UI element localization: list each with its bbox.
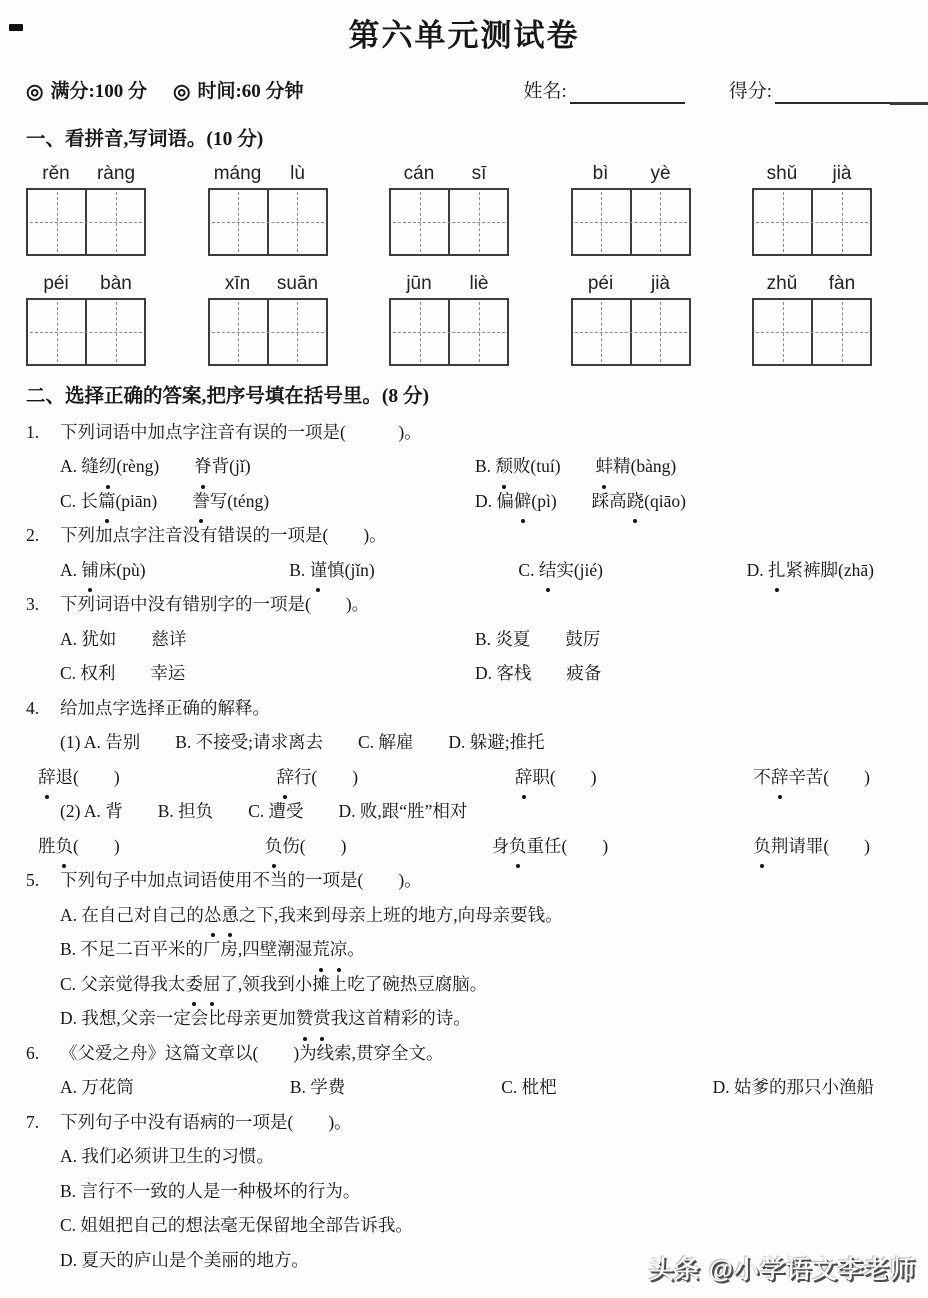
- option-c: C. 姐姐把自己的想法毫无保留地全部告诉我。: [60, 1215, 413, 1235]
- answer-blank[interactable]: 辞行( ): [276, 760, 358, 795]
- writing-cell[interactable]: [448, 190, 507, 254]
- paper-title: 第六单元测试卷: [348, 18, 580, 53]
- pinyin-syllable: ràng: [96, 163, 136, 184]
- option-d: D. 夏天的庐山是个美丽的地方。: [60, 1249, 309, 1270]
- writing-box[interactable]: [752, 298, 872, 366]
- emphasized-char: 僻: [514, 484, 532, 519]
- pinyin-row-1: [26, 162, 872, 256]
- double-circle-icon: ◎: [173, 81, 191, 103]
- question-7-stem: [26, 1105, 900, 1140]
- pinyin-syllable: jūn: [406, 273, 432, 294]
- writing-cell[interactable]: [210, 300, 267, 364]
- emphasized-char: 铺: [81, 553, 99, 588]
- emphasized-char: 蚌: [596, 449, 614, 484]
- question-1-options: [26, 449, 900, 518]
- pinyin-word-group: [26, 162, 146, 256]
- answer-blank[interactable]: 负荆请罪( ): [753, 829, 870, 864]
- writing-cell[interactable]: [28, 300, 85, 364]
- emphasized-char: 负: [753, 829, 771, 864]
- emphasized-char: 辞: [38, 760, 56, 795]
- option-b: B. 颓败(tuí) 蚌精(bàng): [475, 449, 900, 484]
- emphasized-char: 辞: [771, 760, 789, 795]
- paper-meta-row: [26, 80, 890, 104]
- emphasized-char: 纫: [99, 449, 117, 484]
- writing-box[interactable]: [571, 298, 691, 366]
- question-2: [26, 518, 900, 587]
- pinyin-labels: [571, 272, 691, 295]
- writing-cell[interactable]: [811, 300, 870, 364]
- emphasized-char: 跷: [627, 484, 645, 519]
- option-a: A. 我们必须讲卫生的习惯。: [60, 1146, 274, 1166]
- writing-cell[interactable]: [448, 300, 507, 364]
- writing-box[interactable]: [571, 188, 691, 256]
- stem-text: 下列句子中加点词语使用不当的一项是( )。: [60, 870, 422, 890]
- time-item: [173, 80, 304, 104]
- section2-heading: 二、选择正确的答案,把序号填在括号里。(8 分): [26, 386, 429, 407]
- full-score-label: 满分:100 分: [50, 81, 148, 102]
- writing-box[interactable]: [26, 298, 146, 366]
- pinyin-syllable: péi: [43, 273, 69, 294]
- option-d: D. 扎紧裤脚(zhā): [747, 553, 874, 588]
- answer-blank[interactable]: 胜负( ): [38, 829, 120, 864]
- pinyin-syllable: jià: [832, 163, 852, 184]
- full-score-item: [26, 80, 147, 104]
- option-b: B. 言行不一致的人是一种极坏的行为。: [60, 1180, 361, 1201]
- double-circle-icon: ◎: [26, 81, 44, 103]
- emphasized-char: 赏: [313, 1001, 331, 1036]
- score-label: 得分:: [728, 81, 772, 102]
- option-b: B. 不足二百平米的厂房,四壁潮湿荒凉。: [26, 932, 900, 967]
- pinyin-labels: [389, 272, 509, 295]
- writing-cell[interactable]: [210, 190, 267, 254]
- writing-cell[interactable]: [391, 190, 448, 254]
- emphasized-char: 负: [56, 829, 74, 864]
- question-4-stem: [26, 691, 900, 726]
- question-6: [26, 1036, 900, 1105]
- question-number: 3.: [26, 594, 40, 614]
- pinyin-word-group: [208, 272, 328, 366]
- name-blank-line[interactable]: [570, 90, 685, 104]
- pinyin-syllable: shǔ: [766, 163, 798, 184]
- emphasized-char: 篇: [98, 484, 116, 519]
- emphasized-char: 辞: [515, 760, 533, 795]
- writing-cell[interactable]: [630, 190, 689, 254]
- question-3: [26, 587, 900, 691]
- writing-box[interactable]: [208, 188, 328, 256]
- option-a: A. 万花筒: [60, 1077, 134, 1097]
- writing-box[interactable]: [389, 188, 509, 256]
- pinyin-syllable: xīn: [224, 273, 251, 294]
- question-3-options: [26, 622, 900, 691]
- writing-cell[interactable]: [85, 190, 144, 254]
- pinyin-syllable: jià: [650, 273, 670, 294]
- option-c: C. 权利 幸运: [60, 663, 186, 683]
- writing-cell[interactable]: [811, 190, 870, 254]
- pinyin-syllable: bì: [592, 163, 609, 184]
- emphasized-char: 颓: [495, 449, 513, 484]
- emphasized-char: 负: [509, 829, 527, 864]
- toutiao-watermark: 头条 @小学语文李老师: [648, 1256, 916, 1284]
- stem-text: 下列句子中没有语病的一项是( )。: [60, 1111, 352, 1132]
- stem-text: 给加点字选择正确的解释。: [60, 697, 270, 718]
- option-c: C. 枇杷: [501, 1077, 557, 1097]
- question-number: 5.: [26, 870, 40, 890]
- pinyin-syllable: zhǔ: [766, 273, 798, 294]
- pinyin-word-group: [389, 272, 509, 366]
- pinyin-row-2: [26, 272, 872, 366]
- pinyin-labels: [208, 272, 328, 295]
- pinyin-word-group: [752, 162, 872, 256]
- question-6-options: [26, 1070, 900, 1105]
- pinyin-word-group: [26, 272, 146, 366]
- emphasized-char: 恿: [221, 898, 239, 933]
- stem-text: 下列词语中加点字注音有误的一项是( )。: [60, 421, 422, 442]
- pinyin-syllable: máng: [213, 163, 262, 184]
- question-number: 2.: [26, 525, 40, 545]
- emphasized-char: 委: [185, 967, 203, 1002]
- writing-cell[interactable]: [573, 190, 630, 254]
- pinyin-word-group: [389, 162, 509, 256]
- emphasized-char: 辞: [276, 760, 294, 795]
- writing-box[interactable]: [208, 298, 328, 366]
- writing-cell[interactable]: [630, 300, 689, 364]
- emphasized-char: 荒: [312, 932, 330, 967]
- name-field: [523, 80, 684, 104]
- pinyin-labels: [26, 162, 146, 185]
- score-field: [729, 80, 890, 104]
- answer-blank[interactable]: 辞退( ): [38, 760, 120, 795]
- writing-cell[interactable]: [267, 190, 326, 254]
- question-5: [26, 863, 900, 1036]
- question-2-stem: [26, 518, 900, 553]
- question-number: 1.: [26, 421, 40, 442]
- question-1-stem: [26, 415, 900, 450]
- option-d: D. 偏僻(pì) 踩高跷(qiāo): [475, 484, 900, 519]
- question-2-options: [26, 553, 900, 588]
- pinyin-word-group: [752, 272, 872, 366]
- writing-cell[interactable]: [391, 300, 448, 364]
- option-c: C. 长篇(piān) 誊写(téng): [60, 484, 475, 519]
- pinyin-syllable: fàn: [828, 273, 856, 294]
- section2: [26, 380, 900, 1277]
- pinyin-word-group: [208, 162, 328, 256]
- stem-text: 《父爱之舟》这篇文章以( )为线索,贯穿全文。: [60, 1042, 444, 1063]
- pinyin-syllable: péi: [587, 273, 614, 294]
- emphasized-char: 凉: [330, 932, 348, 967]
- emphasized-char: 负: [265, 829, 283, 864]
- option-d: D. 客栈 疲备: [475, 663, 602, 683]
- question-4-part1-blanks: [26, 760, 900, 795]
- writing-box[interactable]: [752, 188, 872, 256]
- question-4: [26, 691, 900, 864]
- pinyin-syllable: suān: [276, 273, 319, 294]
- answer-blank[interactable]: 身负重任( ): [492, 829, 609, 864]
- pinyin-labels: [571, 162, 691, 185]
- pinyin-labels: [752, 162, 872, 185]
- question-number: 4.: [26, 697, 40, 718]
- stem-text: 下列词语中没有错别字的一项是( )。: [60, 594, 370, 614]
- option-a: A. 缝纫(rèng) 脊背(jǐ): [60, 449, 475, 484]
- option-b: B. 炎夏 鼓厉: [475, 628, 601, 649]
- question-4-part2-blanks: [26, 829, 900, 864]
- pinyin-labels: [26, 272, 146, 295]
- answer-blank[interactable]: 负伤( ): [265, 829, 347, 864]
- emphasized-char: 结: [539, 553, 557, 588]
- question-1: [26, 415, 900, 519]
- emphasized-char: 赞: [296, 1001, 314, 1036]
- pinyin-syllable: sī: [471, 163, 487, 184]
- name-label: 姓名:: [523, 81, 567, 102]
- option-a: A. 犹如 慈详: [60, 628, 187, 649]
- pinyin-syllable: lù: [290, 163, 305, 184]
- emphasized-char: 脊: [194, 449, 212, 484]
- writing-cell[interactable]: [754, 300, 811, 364]
- question-6-stem: [26, 1036, 900, 1071]
- emphasized-char: 扎: [768, 553, 786, 588]
- writing-cell[interactable]: [28, 190, 85, 254]
- pinyin-word-group: [571, 162, 691, 256]
- writing-cell[interactable]: [267, 300, 326, 364]
- answer-blank[interactable]: 辞职( ): [515, 760, 597, 795]
- question-number: 6.: [26, 1042, 40, 1063]
- pinyin-syllable: rěn: [42, 163, 70, 184]
- pinyin-syllable: bàn: [100, 273, 132, 294]
- option-d: D. 姑爹的那只小渔船: [712, 1077, 874, 1097]
- pinyin-labels: [752, 272, 872, 295]
- writing-cell[interactable]: [573, 300, 630, 364]
- emphasized-char: 屈: [203, 967, 221, 1002]
- time-label: 时间:60 分钟: [197, 81, 304, 102]
- question-5-stem: [26, 863, 900, 898]
- answer-blank[interactable]: 不辞辛苦( ): [753, 760, 870, 795]
- option-a: A. 铺床(pù): [60, 553, 146, 588]
- option-c: C. 父亲觉得我太委屈了,领我到小摊上吃了碗热豆腐脑。: [26, 967, 900, 1002]
- pinyin-syllable: liè: [469, 273, 489, 294]
- scan-artifact-right: [890, 102, 928, 105]
- pinyin-syllable: yè: [650, 163, 671, 184]
- writing-cell[interactable]: [754, 190, 811, 254]
- question-3-stem: [26, 587, 900, 622]
- emphasized-char: 怂: [204, 898, 222, 933]
- question-number: 7.: [26, 1111, 40, 1132]
- option-a: A. 在自己对自己的怂恿之下,我来到母亲上班的地方,向母亲要钱。: [26, 898, 900, 933]
- score-blank-line[interactable]: [775, 90, 890, 104]
- writing-box[interactable]: [26, 188, 146, 256]
- pinyin-labels: [389, 162, 509, 185]
- pinyin-syllable: cán: [403, 163, 435, 184]
- writing-cell[interactable]: [85, 300, 144, 364]
- pinyin-labels: [208, 162, 328, 185]
- section1-heading: 一、看拼音,写词语。(10 分): [26, 129, 264, 150]
- question-4-part1-options: (1) A. 告别 B. 不接受;请求离去 C. 解雇 D. 躲避;推托: [60, 732, 545, 752]
- scan-artifact-top: [9, 24, 23, 31]
- writing-box[interactable]: [389, 298, 509, 366]
- option-b: B. 谨慎(jǐn): [289, 553, 375, 588]
- emphasized-char: 谨: [310, 553, 328, 588]
- question-4-part2-options: (2) A. 背 B. 担负 C. 遭受 D. 败,跟“胜”相对: [60, 801, 468, 821]
- emphasized-char: 誊: [192, 484, 210, 519]
- option-c: C. 结实(jié): [518, 553, 603, 588]
- option-b: B. 学费: [289, 1077, 346, 1097]
- option-d: D. 我想,父亲一定会比母亲更加赞赏我这首精彩的诗。: [26, 1001, 900, 1036]
- pinyin-word-group: [571, 272, 691, 366]
- stem-text: 下列加点字注音没有错误的一项是( )。: [60, 525, 387, 545]
